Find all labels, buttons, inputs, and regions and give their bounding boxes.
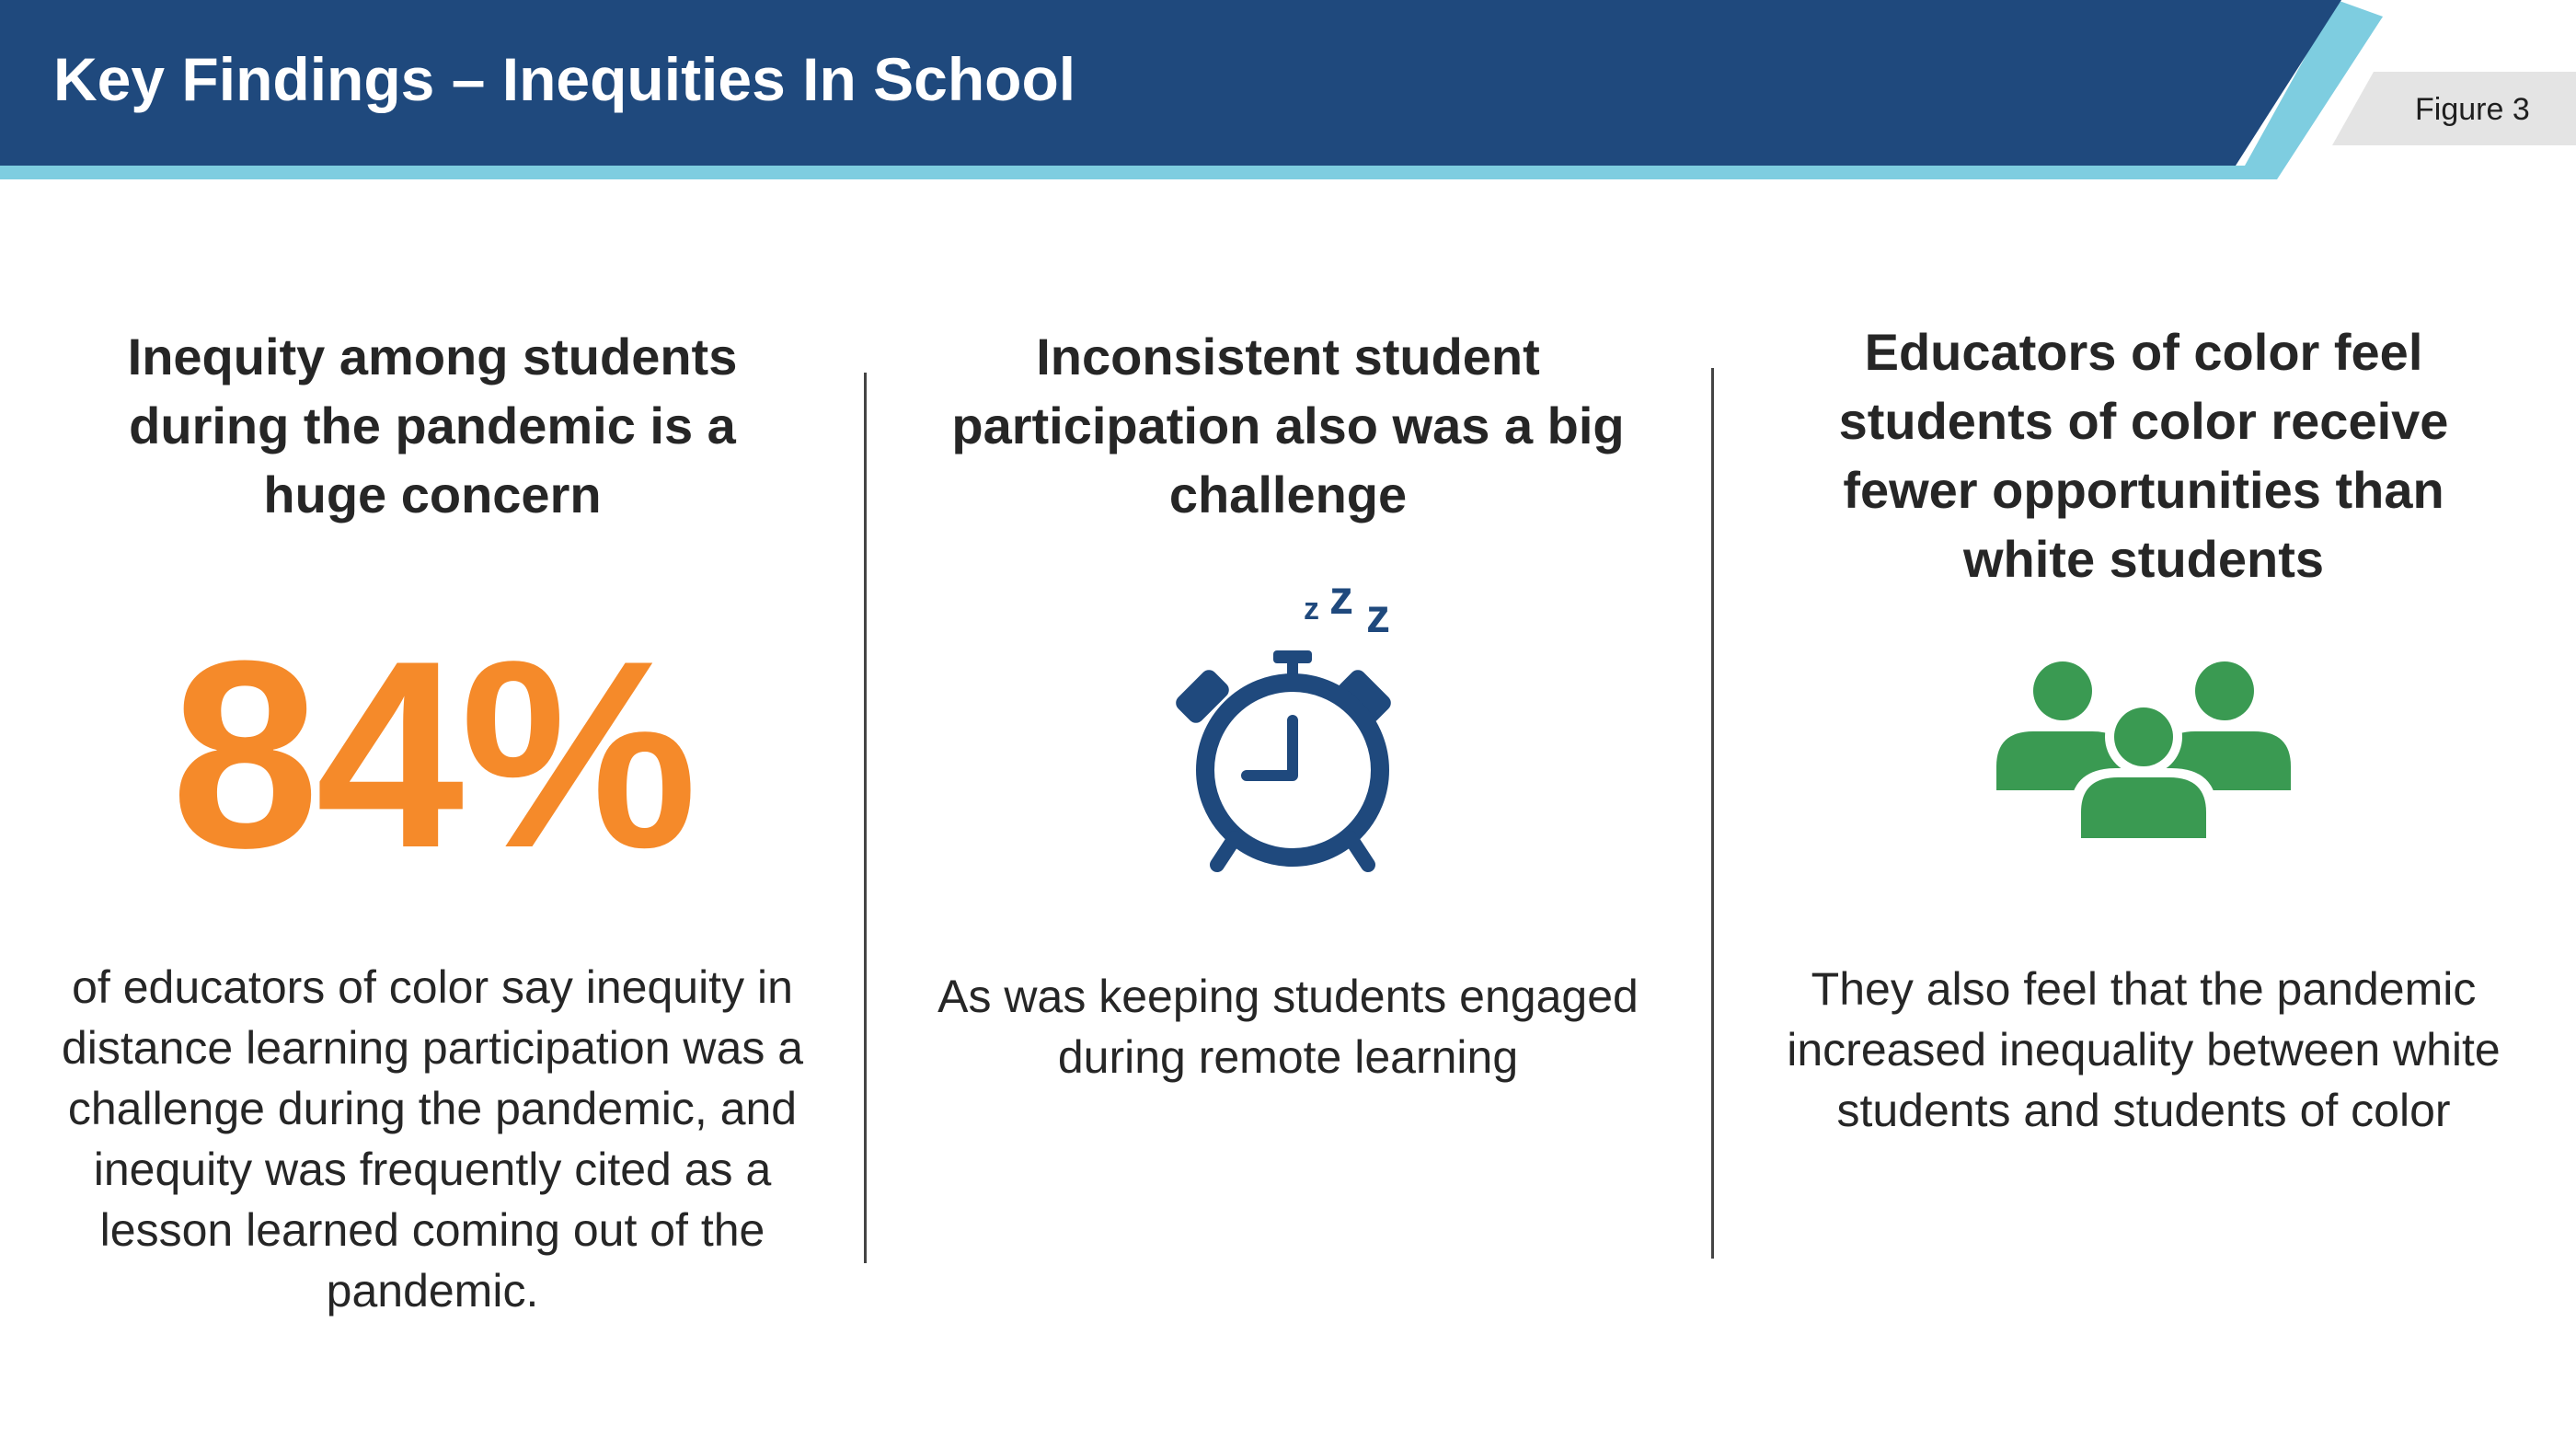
svg-text:z: z [1329,571,1353,625]
column-divider-1 [864,373,867,1263]
finding-heading-3: Educators of color feel students of color receive fewer opportunities than white students [1838,323,2449,588]
figure-label: Figure 3 [2415,92,2530,127]
finding-stat: 84% [170,605,695,903]
alarm-clock-sleeping-icon [1159,566,1435,883]
svg-text:z: z [1304,592,1319,627]
finding-heading-2: Inconsistent student participation also was a big challenge [951,328,1625,523]
finding-body-1: of educators of color say inequity in distance learning participation was a challenge during the pandemic, and inequity was frequently cited as a lesson learned coming out of the pandemic. [61,961,804,1317]
finding-column-1 [37,322,828,1317]
finding-column-3 [1748,322,2539,1136]
people-group-icon [1996,658,2291,842]
finding-body-3: They also feel that the pandemic increased inequality between white students and students of color [1787,963,2501,1136]
column-divider-2 [1711,368,1714,1259]
svg-text:z: z [1366,590,1390,643]
finding-heading-1: Inequity among students during the pandemic is a huge concern [127,328,738,523]
finding-column-2 [911,322,1665,1083]
page-title: Key Findings – Inequities In School [53,45,1076,113]
finding-body-2: As was keeping students engaged during remote learning [937,971,1639,1083]
